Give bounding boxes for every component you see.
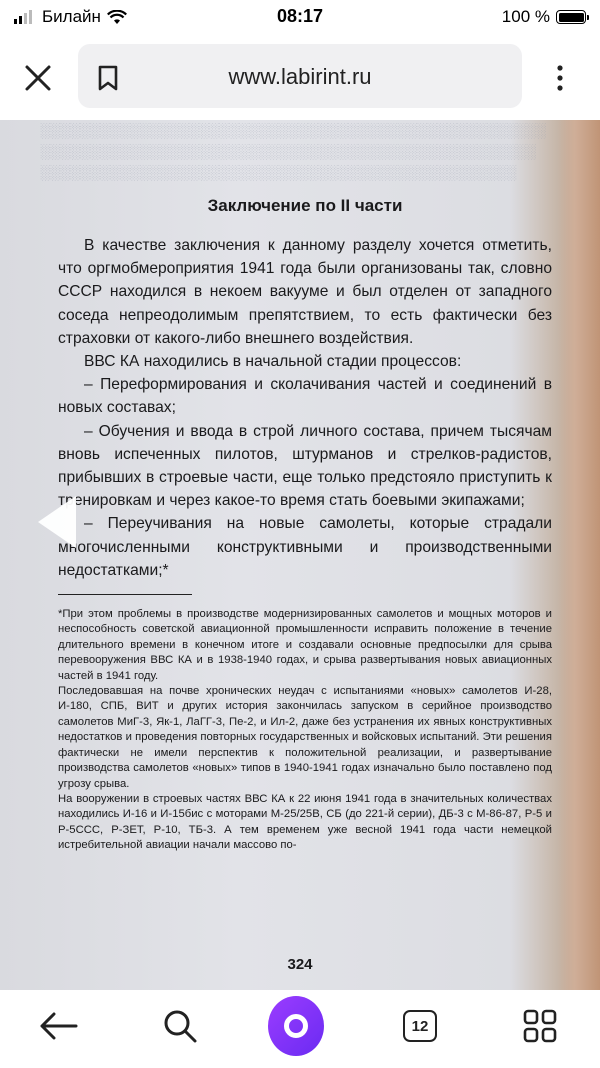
battery-percent: 100 %	[501, 7, 550, 26]
clock: 08:17	[276, 6, 324, 26]
page-number: 324	[287, 956, 313, 973]
page-edge-shadow	[558, 120, 600, 990]
alice-icon	[268, 996, 324, 1056]
footnote: *При этом проблемы в производстве модернизированных самолетов и мощных моторов и неспособность советской авиационной промышленности исправить положение в течение длительного времени в конечном итоге и создавали основные предпосылки для срыва перевооружения ВВС КА и в 1938-1940 годах, и срыва развертывания новых авиационных частей в 1941 году.	[58, 608, 552, 682]
search-icon	[162, 1008, 198, 1044]
more-menu-icon[interactable]	[548, 62, 572, 94]
book-page-photo	[0, 120, 600, 990]
paragraph: ВВС КА находились в начальной стадии процессов:	[84, 353, 462, 371]
tabs-button[interactable]	[392, 998, 448, 1054]
status-bar	[0, 0, 600, 36]
alice-assistant-button[interactable]	[268, 998, 324, 1054]
previous-image-arrow-icon[interactable]	[38, 496, 76, 548]
tabs-counter: 12	[403, 1010, 437, 1042]
grid-icon	[522, 1008, 558, 1044]
paragraph: – Обучения и ввода в строй личного состава, причем тысячам вновь испеченных пилотов, штурманов и стрелков-радистов, прибывших в строевые части, еще только предстояло приступить к тренировкам и через какое-то время стать боевыми экипажами;	[58, 422, 552, 510]
back-button[interactable]	[30, 998, 86, 1054]
browser-top-bar	[0, 40, 600, 112]
page-heading: Заключение по II части	[207, 196, 403, 215]
browser-bottom-bar	[0, 992, 600, 1068]
bleed-through-texture: ░░░░░░░░░░░░░░░░░░░░░░░░░░░░░░░░░░░░░░░░░░░░░░░░░░░ ░░░░░░░░░░░░░░░░░░░░░░░░░░░░░░░░░░░░░░░░░░░░░░░░░░ ░░░░░░░░░░░░░░░░░░░░░░░░░░░░░░░░░░░░░░░░░░░░░░░░	[40, 122, 546, 180]
book-text	[58, 196, 552, 854]
footnote: На вооружении в строевых частях ВВС КА к 22 июня 1941 года в значительных количествах находились И-16 и И-15бис с моторами М-25/25В, СБ (до 221-й серии), ДБ-3 с М-86-87, Р-5 и Р-5ССС, Р-ЗЕТ, Р-10, ТБ-3. А тем временем уже весной 1941 года части немецкой истребительной авиации начали массово по-	[58, 792, 552, 852]
paragraph: – Переучивания на новые самолеты, которые страдали многочисленными конструктивными и производственными недостатками;*	[58, 515, 552, 579]
battery-icon	[556, 10, 586, 24]
paragraph: В качестве заключения к данному разделу хочется отметить, что оргмобмероприятия 1941 года были организованы так, словно СССР находился в некоем вакууме и был отделен от западного соседа непреодолимым препятствием, то есть фактически без страховки от какого-либо внешнего воздействия.	[58, 237, 552, 347]
footnote-divider	[58, 594, 192, 595]
carrier-name: Билайн	[42, 7, 101, 26]
services-grid-button[interactable]	[512, 998, 568, 1054]
back-arrow-icon	[38, 1011, 78, 1041]
battery-group	[502, 7, 586, 27]
url-text[interactable]: www.labirint.ru	[228, 64, 372, 89]
close-icon[interactable]	[22, 62, 54, 94]
paragraph: – Переформирования и сколачивания частей и соединений в новых составах;	[58, 376, 552, 417]
footnote: Последовавшая на почве хронических неудач с испытаниями «новых» самолетов И-28, И-180, СПБ, ВИТ и других история закончилась запуском в серийное производство самолетов МиГ-3, Як-1, ЛаГГ-3, Пе-2, и Ил-2, даже без устранения их явных конструктивных недостатков и проведения повторных государственных и войсковых испытаний. Эти решения фактически не имели перспектив к положительной реализации, и развертывание производства самолетов «новых» типов в 1940-1941 годах изначально было поставлено под угрозу срыва.	[58, 685, 552, 790]
address-bar[interactable]	[78, 44, 522, 108]
search-button[interactable]	[152, 998, 208, 1054]
